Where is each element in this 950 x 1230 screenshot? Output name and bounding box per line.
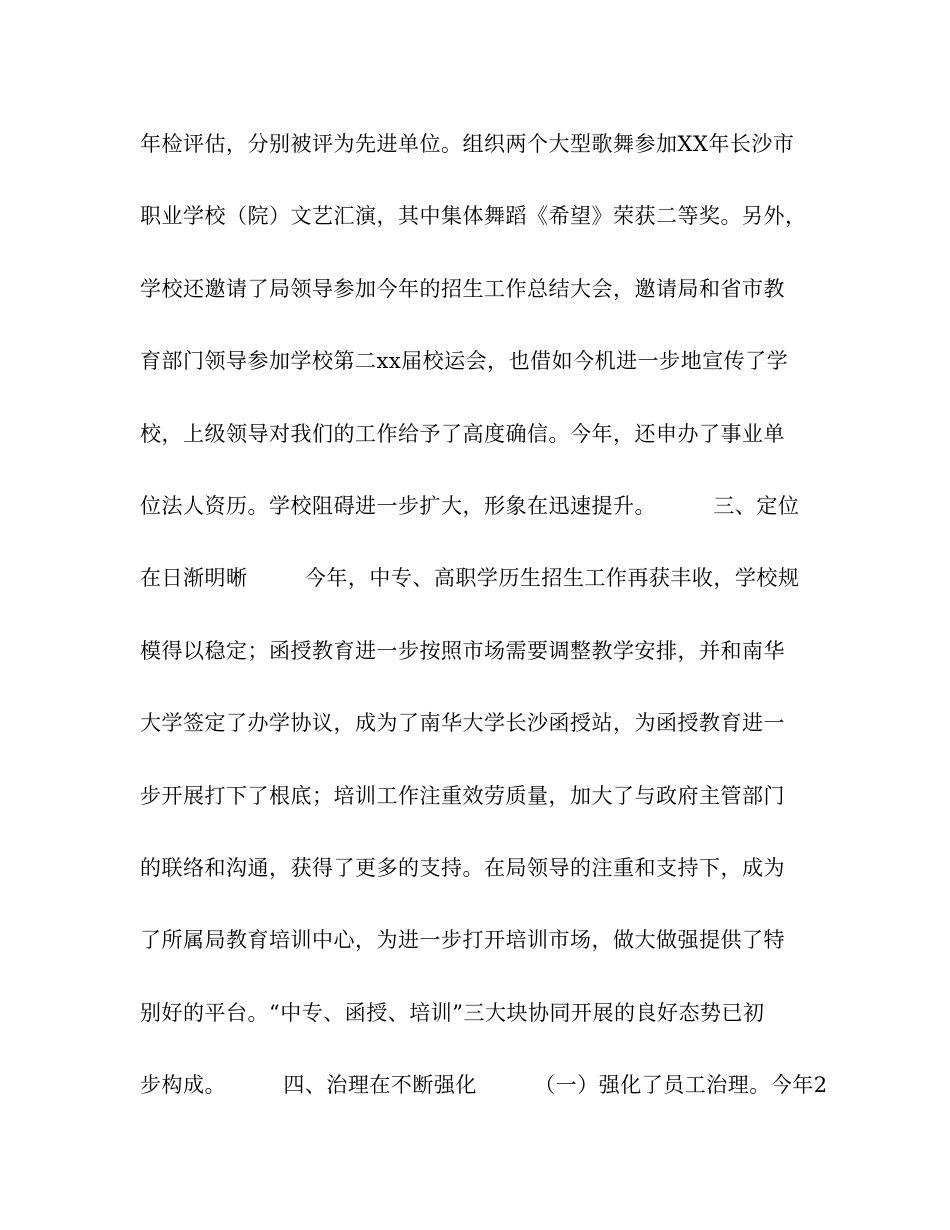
- body-text: [140, 120, 828, 1133]
- text-line: 学校还邀请了局领导参加今年的招生工作总结大会，邀请局和省市教: [140, 276, 785, 301]
- text-line: 别好的平台。“中专、函授、培训”三大块协同开展的良好态势已初: [140, 1000, 765, 1025]
- text-line: 大学签定了办学协议，成为了南华大学长沙函授站，为函授教育进一: [140, 711, 785, 736]
- text-line: 的联络和沟通，获得了更多的支持。在局领导的注重和支持下，成为: [140, 855, 785, 880]
- text-line: 位法人资历。学校阻碍进一步扩大，形象在迅速提升。 三、定位: [140, 493, 800, 518]
- text-line: 校，上级领导对我们的工作给予了高度确信。今年，还申办了事业单: [140, 421, 785, 446]
- text-line: 步开展打下了根底；培训工作注重效劳质量，加大了与政府主管部门: [140, 783, 785, 808]
- text-line: 年检评估，分别被评为先进单位。组织两个大型歌舞参加XX年长沙市: [140, 132, 795, 156]
- text-line: 了所属局教育培训中心，为进一步打开培训市场，做大做强提供了特: [140, 928, 785, 953]
- text-line: 模得以稳定；函授教育进一步按照市场需要调整教学安排，并和南华: [140, 638, 785, 663]
- text-line: 在日渐明晰 今年，中专、高职学历生招生工作再获丰收，学校规: [140, 566, 800, 591]
- text-line: 职业学校（院）文艺汇演，其中集体舞蹈《希望》荣获二等奖。另外，: [140, 204, 807, 229]
- text-line: 步构成。 四、治理在不断强化 （一）强化了员工治理。今年2: [140, 1073, 828, 1098]
- text-line: 育部门领导参加学校第二xx届校运会，也借如今机进一步地宣传了学: [140, 349, 789, 374]
